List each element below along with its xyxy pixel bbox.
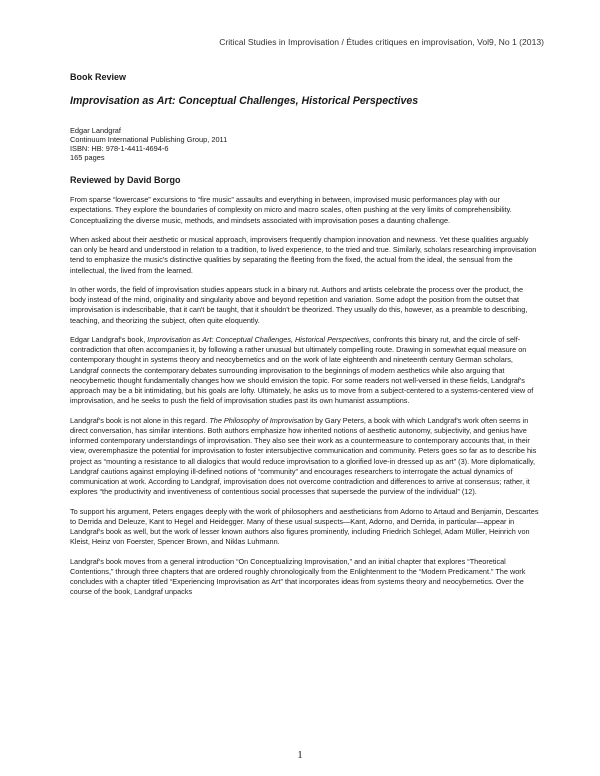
paragraph-text: When asked about their aesthetic or musical approach, improvisers frequently champion innovation and newness. Yet these qualities arguably can only be heard and understood in relation to a tradition, to lived experience, to the tried and true. Similarly, scholars researching improvisation tend to emphasize the music's distinctive qualities by separating the fleeting from the fixed, the actual from the ideal, the sensual from the intellectual, the lived from the learned.: [70, 234, 537, 275]
body-paragraph: [70, 285, 540, 326]
paragraph-text: In other words, the field of improvisation studies appears stuck in a binary rut. Authors and artists celebrate the process over the product, the body instead of the mind, originality and singularity above and beyond repetition and variation. Some adopt the position from the outset that improvisation is indescribable, that it can't be taught, that it shouldn't be theorized. They usually do this, however, as a preamble to describing, teaching, and theorizing the subject, often quite eloquently.: [70, 284, 528, 325]
paragraph-text: To support his argument, Peters engages deeply with the work of philosophers and aestheticians from Adorno to Artaud and Benjamin, Descartes to Derrida and Deleuze, Kant to Hegel and Heidegger. Many of these usual suspects—Kant, Adorno, and Derrida, in particular—appear in Landgraf's book as well, but the work of lesser known authors also figures prominently, including Friedrich Schlegel, Adam Müller, Heinrich von Kleist, Heinz von Foerster, Spencer Brown, and Niklas Luhmann.: [70, 506, 539, 547]
body-paragraph: [70, 195, 540, 226]
paragraph-text: From sparse “lowercase” excursions to “fire music” assaults and everything in between, improvised music performances play with our expectations. They explore the boundaries of complexity on micro and macro scales, often pushing at the very limits of comprehensibility. Conceptualizing the diverse music, methods, and mindsets associated with improvisation poses a daunting challenge.: [70, 195, 512, 225]
book-pages: 165 pages: [70, 153, 105, 162]
page-number: 1: [297, 749, 303, 761]
book-publisher: Continuum International Publishing Group, 2011: [70, 135, 228, 144]
italic-title-text: The Philosophy of Improvisation: [209, 415, 314, 425]
paragraph-text: Edgar Landgraf's book,: [70, 334, 148, 344]
book-isbn: ISBN: HB: 978-1-4411-4694-6: [70, 144, 169, 153]
section-label: Book Review: [70, 72, 127, 82]
paragraph-text: , confronts this binary rut, and the circle of self-contradiction that often accompanies it, by following a rather unusual but ultimately compelling route. Drawing in somewhat equal measure on contemporary thought in systems theory and neocybernetics and on the work of late eighteenth and nineteenth century German scholars, Landgraf connects the contemporary debates surrounding improvisation to the beginnings of modern aesthetics while also arguing that neocybernetic thought fundamentally changes how we should envision the topic. For some readers not well-versed in these fields, Landgraf's approach may be a bit intimidating, but his goals are lofty. Ultimately, he asks us to move from a subject-centered to a systems-centered view of improvisation, and he seeks to push the field of improvisation studies past its own humanist assumptions.: [70, 334, 534, 406]
book-metadata: [70, 126, 227, 162]
book-author: Edgar Landgraf: [70, 126, 121, 135]
reviewer-byline: Reviewed by David Borgo: [70, 175, 181, 185]
body-paragraph: [70, 235, 540, 276]
italic-title-text: Improvisation as Art: Conceptual Challenges, Historical Perspectives: [147, 334, 369, 344]
review-body: [70, 195, 540, 607]
body-paragraph: [70, 416, 540, 498]
book-title: Improvisation as Art: Conceptual Challenges, Historical Perspectives: [70, 95, 419, 107]
paragraph-text: Landgraf's book moves from a general introduction “On Conceptualizing Improvisation,” and an initial chapter that explores “Theoretical Contentions,” through three chapters that are ordered roughly chronologically from the Enlightenment to the “Modern Predicament.” The work concludes with a chapter titled “Experiencing Improvisation as Art” that incorporates ideas from systems theory and neocybernetics. Over the course of the book, Landgraf unpacks: [70, 556, 526, 597]
paragraph-text: by Gary Peters, a book with which Landgraf's work often seems in direct conversation, has similar intentions. Both authors emphasize how inherited notions of aesthetic autonomy, subjectivity, and genius have informed contemporary understandings of improvisation. They also see their work as a countermeasure to contemporary accounts that, in their view, overemphasize the potential for improvisation to foster intersubjective communication and community. Peters goes so far as to describe his project as “mounting a resistance to all dialogics that would reduce improvisation to a glorified love-in dressed up as art” (3). More diplomatically, Landgraf cautions against employing ill-defined notions of “community” and encourages researchers to interrogate the actual dynamics of communication at work. According to Landgraf, improvisation does not overcome contradiction and differences to arrive at consensus; rather, it explores “the productivity and inventiveness of contentious social processes that supersede the purview of the individual” (12).: [70, 415, 537, 497]
body-paragraph: [70, 557, 540, 598]
paragraph-text: Landgraf's book is not alone in this regard.: [70, 415, 210, 425]
journal-running-header: Critical Studies in Improvisation / Études critiques en improvisation, Vol9, No 1 (2013): [219, 37, 544, 47]
body-paragraph: [70, 335, 540, 407]
body-paragraph: [70, 507, 540, 548]
